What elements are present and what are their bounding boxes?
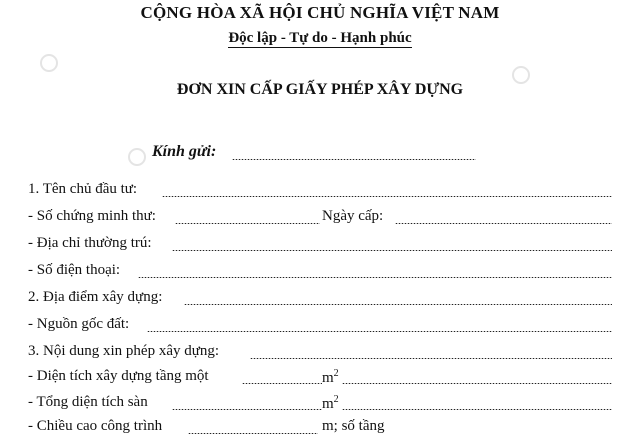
motto-text: Độc lập - Tự do - Hạnh phúc <box>228 30 412 46</box>
field-location-fill-line[interactable] <box>184 304 612 305</box>
field-address-label: - Địa chỉ thường trú: <box>28 235 152 251</box>
field-issue-date-label: Ngày cấp: <box>322 208 384 224</box>
motto <box>0 30 640 47</box>
field-height-label: - Chiều cao công trình <box>28 418 163 434</box>
field-land-origin-fill-line[interactable] <box>147 331 612 332</box>
watermark-icon <box>40 54 58 72</box>
field-content-fill-line[interactable] <box>250 358 612 359</box>
field-floors-label: m; số tầng <box>322 418 385 434</box>
field-id-number-fill-line[interactable] <box>175 223 320 224</box>
unit-m: m <box>322 370 334 386</box>
greeting-label: Kính gửi: <box>152 143 217 160</box>
nation-heading: CỘNG HÒA XÃ HỘI CHỦ NGHĨA VIỆT NAM <box>140 3 500 22</box>
field-location <box>0 289 640 311</box>
field-height-fill-line[interactable] <box>188 433 318 434</box>
field-id-number-label: - Số chứng minh thư: <box>28 208 156 224</box>
field-id-number <box>0 208 640 230</box>
unit-m: m <box>322 396 334 412</box>
unit-square-meter <box>322 368 339 387</box>
field-phone <box>0 262 640 284</box>
field-address <box>0 235 640 257</box>
field-height-partial <box>0 418 640 440</box>
field-land-origin-label: - Nguồn gốc đất: <box>28 316 130 332</box>
field-first-floor-area <box>0 368 640 390</box>
field-first-floor-area-label: - Diện tích xây dựng tầng một <box>28 368 209 384</box>
field-owner-fill-line[interactable] <box>162 196 612 197</box>
field-owner <box>0 181 640 203</box>
field-land-origin <box>0 316 640 338</box>
field-total-floor-area <box>0 394 640 416</box>
field-content <box>0 343 640 365</box>
form-title: ĐƠN XIN CẤP GIẤY PHÉP XÂY DỰNG <box>176 81 464 98</box>
field-phone-fill-line[interactable] <box>138 277 612 278</box>
field-first-floor-area-fill-line[interactable] <box>242 383 322 384</box>
unit-superscript: 2 <box>333 368 339 379</box>
field-total-floor-area-fill-line-tail[interactable] <box>342 409 612 410</box>
field-total-floor-area-label: - Tổng diện tích sàn <box>28 394 148 410</box>
field-content-label: 3. Nội dung xin phép xây dựng: <box>28 343 220 359</box>
field-total-floor-area-fill-line[interactable] <box>172 409 322 410</box>
field-phone-label: - Số điện thoại: <box>28 262 121 278</box>
watermark-icon <box>128 148 146 166</box>
field-issue-date-fill-line[interactable] <box>395 223 612 224</box>
unit-superscript: 2 <box>333 394 339 405</box>
unit-square-meter <box>322 394 339 413</box>
field-owner-label: 1. Tên chủ đầu tư: <box>28 181 138 197</box>
field-location-label: 2. Địa điểm xây dựng: <box>28 289 163 305</box>
field-first-floor-area-fill-line-tail[interactable] <box>342 383 612 384</box>
greeting-fill-line[interactable] <box>232 159 476 160</box>
field-address-fill-line[interactable] <box>172 250 612 251</box>
